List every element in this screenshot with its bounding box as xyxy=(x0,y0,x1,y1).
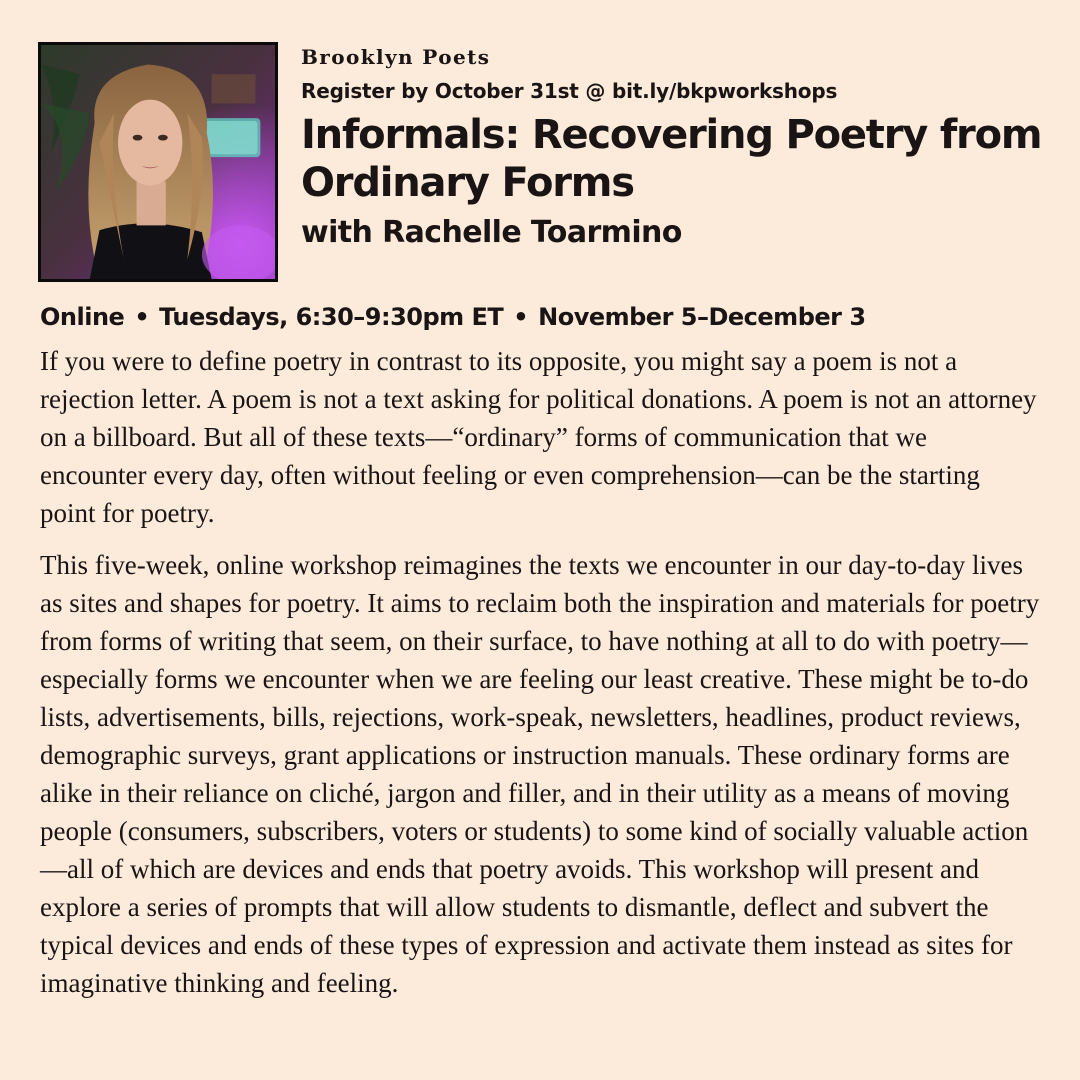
workshop-description xyxy=(40,342,1040,1002)
instructor-photo xyxy=(38,42,278,282)
schedule-dates: November 5–December 3 xyxy=(538,303,866,331)
registration-info: Register by October 31st @ bit.ly/bkpworkshops xyxy=(301,79,838,103)
header xyxy=(301,42,1061,253)
description-paragraph: This five-week, online workshop reimagines the texts we encounter in our day-to-day lives as sites and shapes for poetry. It aims to reclaim both the inspiration and materials for poetry from forms of writing that seem, on their surface, to have nothing at all to do with poetry—especially forms we encounter when we are feeling our least creative. These might be to-do lists, advertisements, bills, rejections, work-speak, newsletters, headlines, product reviews, demographic surveys, grant applications or instruction manuals. These ordinary forms are alike in their reliance on cliché, jargon and filler, and in their utility as a means of moving people (consumers, subscribers, voters or students) to some kind of socially valuable action—all of which are devices and ends that poetry avoids. This workshop will present and explore a series of prompts that will allow students to dismantle, deflect and subvert the typical devices and ends of these types of expression and activate them instead as sites for imaginative thinking and feeling. xyxy=(40,550,1040,998)
schedule-line xyxy=(40,298,1060,336)
portrait-image xyxy=(41,45,275,279)
description-paragraph: If you were to define poetry in contrast to its opposite, you might say a poem is not a rejection letter. A poem is not a text asking for political donations. A poem is not an attorney on a billboard. But all of these texts—“ordinary” forms of communication that we encounter every day, often without feeling or even comprehension—can be the starting point for poetry. xyxy=(40,346,1037,528)
instructor-name: with Rachelle Toarmino xyxy=(301,215,682,250)
organization-name: Brooklyn Poets xyxy=(301,45,491,69)
schedule-format: Online xyxy=(40,303,125,331)
workshop-title: Informals: Recovering Poetry from Ordinary Forms xyxy=(301,112,1042,206)
schedule-time: Tuesdays, 6:30–9:30pm ET xyxy=(159,303,504,331)
bullet-separator: • xyxy=(513,303,529,331)
bullet-separator: • xyxy=(134,303,150,331)
